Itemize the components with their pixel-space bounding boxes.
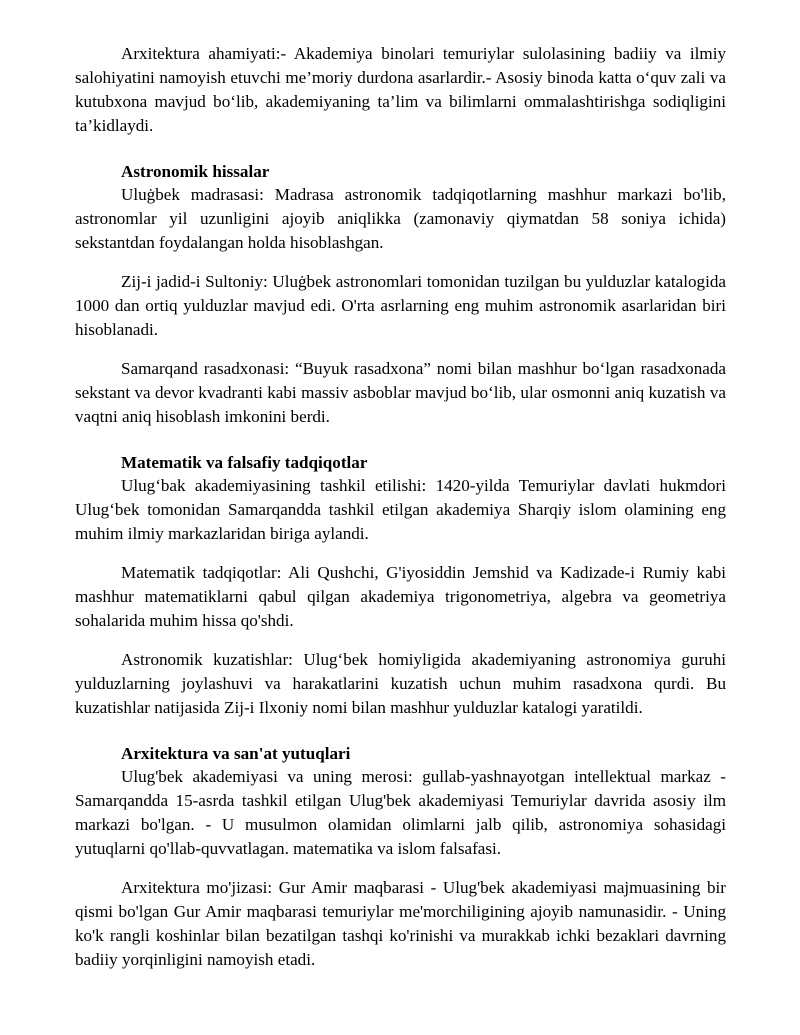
- paragraph-math-research: Matematik tadqiqotlar: Ali Qushchi, G'iyosiddin Jemshid va Kadizade-i Rumiy kabi mashhur matematiklarni qabul qilgan akademiya trigonometriya, algebra va geometriya sohalarida muhim hissa qo'shdi.: [75, 563, 726, 630]
- paragraph-ulugbek-madrasa: Uluġbek madrasasi: Madrasa astronomik tadqiqotlarning mashhur markazi bo'lib, astronomlar yil uzunligini ajoyib aniqlikka (zamonaviy qiymatdan 58 soniya ichida) sekstantdan foydalangan holda hisoblashgan.: [75, 185, 726, 252]
- paragraph-architecture-importance: Arxitektura ahamiyati:- Akademiya binolari temuriylar sulolasining badiiy va ilmiy salohiyatini namoyish etuvchi me’moriy durdona asarlardir.- Asosiy binoda katta o‘quv zali va kutubxona mavjud bo‘lib, akademiyaning ta’lim va bilimlarni ommalashtirishga sodiqligini ta’kidlaydi.: [75, 44, 726, 135]
- heading-architecture-art: Arxitektura va san'at yutuqlari: [121, 744, 351, 763]
- paragraph-academy-legacy: Ulug'bek akademiyasi va uning merosi: gullab-yashnayotgan intellektual markaz - Samarqandda 15-asrda tashkil etilgan Ulug'bek akademiyasi Temuriylar davrida asosiy ilm markazi bo'lgan. - U musulmon olamidan olimlarni jalb qilib, astronomiya sohasidagi yutuqlarni qo'llab-quvvatlagan. matematika va islom falsafasi.: [75, 767, 726, 858]
- paragraph-academy-founding: Ulug‘bak akademiyasining tashkil etilishi: 1420-yilda Temuriylar davlati hukmdori Ulug‘bek tomonidan Samarqandda tashkil etilgan akademiya Sharqiy islom olamining eng muhim ilmiy markazlaridan biriga aylandi.: [75, 476, 726, 543]
- heading-astronomical-contributions: Astronomik hissalar: [121, 162, 270, 181]
- paragraph-samarkand-observatory: Samarqand rasadxonasi: “Buyuk rasadxona” nomi bilan mashhur bo‘lgan rasadxonada sekstant va devor kvadranti kabi massiv asboblar mavjud bo‘lib, ular osmonni aniq kuzatish va vaqtni aniq hisoblash imkonini berdi.: [75, 359, 726, 426]
- paragraph-astro-observations: Astronomik kuzatishlar: Ulug‘bek homiyligida akademiyaning astronomiya guruhi yulduzlarning joylashuvi va harakatlarini kuzatish uchun muhim rasadxona qurdi. Bu kuzatishlar natijasida Zij-i Ilxoniy nomi bilan mashhur yulduzlar katalogi yaratildi.: [75, 650, 726, 717]
- heading-math-philosophy: Matematik va falsafiy tadqiqotlar: [121, 453, 368, 472]
- paragraph-gur-amir: Arxitektura mo'jizasi: Gur Amir maqbarasi - Ulug'bek akademiyasi majmuasining bir qismi bo'lgan Gur Amir maqbarasi temuriylar me'morchiligining ajoyib namunasidir. - Uning ko'k rangli koshinlar bilan bezatilgan tashqi ko'rinishi va murakkab ichki bezaklari davrning badiiy yorqinligini namoyish etadi.: [75, 878, 726, 969]
- paragraph-zij-jadid: Zij-i jadid-i Sultoniy: Uluġbek astronomlari tomonidan tuzilgan bu yulduzlar katalogida 1000 dan ortiq yulduzlar mavjud edi. O'rta asrlarning eng muhim astronomik asarlaridan biri hisoblanadi.: [75, 272, 726, 339]
